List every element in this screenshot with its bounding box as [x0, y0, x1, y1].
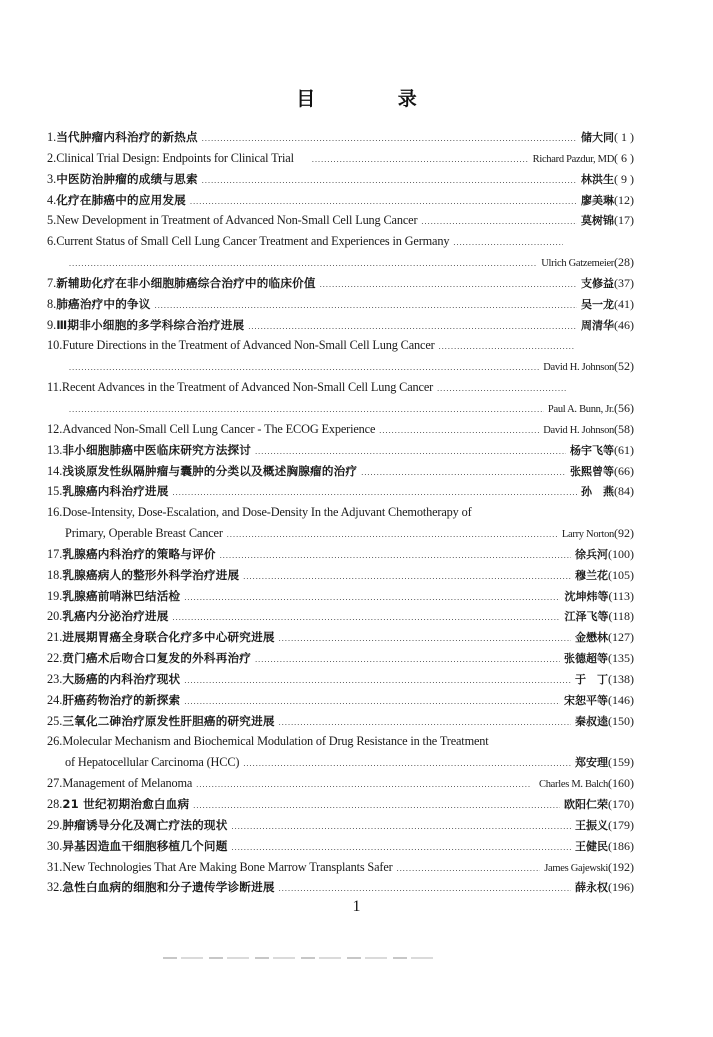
entry-title-continuation: Primary, Operable Breast Cancer	[65, 526, 223, 541]
entry-title: New Development in Treatment of Advanced Non-Small Cell Lung Cancer	[56, 213, 418, 228]
entry-author: 莫树锦	[581, 214, 614, 228]
entry-page: (17)	[614, 213, 634, 228]
entry-author: 王振义	[575, 818, 608, 832]
dot-leader	[248, 317, 577, 336]
entry-number: 18.	[47, 567, 63, 582]
entry-author: James Gajewski	[544, 862, 608, 874]
entry-page: (58)	[614, 421, 634, 436]
dot-leader	[190, 192, 577, 211]
entry-page: (52)	[614, 359, 634, 374]
toc-entry[interactable]	[47, 836, 634, 857]
entry-number: 21.	[47, 630, 63, 645]
toc-entry[interactable]	[47, 440, 634, 461]
entry-number: 13.	[47, 442, 63, 457]
toc-entry[interactable]	[47, 606, 634, 627]
entry-page: (56)	[614, 400, 634, 415]
entry-title: 肝癌药物治疗的新探索	[62, 692, 181, 707]
dot-leader	[397, 859, 541, 878]
toc-entry[interactable]	[47, 190, 634, 211]
entry-number: 27.	[47, 776, 63, 791]
toc-entry[interactable]	[47, 815, 634, 836]
toc-entry[interactable]	[47, 877, 634, 898]
dot-leader	[312, 150, 529, 169]
entry-author: 王健民	[575, 839, 608, 853]
entry-title: Dose-Intensity, Dose-Escalation, and Dose-Density In the Adjuvant Chemotherapy of	[62, 505, 472, 520]
entry-page: (135)	[608, 651, 634, 666]
entry-number: 17.	[47, 546, 63, 561]
entry-author: Ulrich Gatzemeier	[541, 258, 614, 270]
dot-leader	[453, 233, 563, 252]
entry-title: Management of Melanoma	[62, 776, 193, 791]
entry-page: (138)	[608, 671, 634, 686]
dot-leader	[173, 608, 561, 627]
dot-leader	[184, 588, 560, 607]
dot-leader	[232, 817, 572, 836]
dot-leader	[279, 629, 571, 648]
toc-entry[interactable]	[47, 731, 634, 752]
dot-leader	[184, 671, 571, 690]
entry-page: (37)	[614, 275, 634, 290]
entry-page: (186)	[608, 838, 634, 853]
entry-author: 支修益	[581, 276, 614, 290]
entry-title: 异基因造血干细胞移植几个问题	[62, 838, 228, 853]
dot-leader	[243, 754, 571, 773]
toc-entry[interactable]	[47, 127, 634, 148]
entry-title: 急性白血病的细胞和分子遗传学诊断进展	[62, 880, 275, 895]
entry-title: Future Directions in the Treatment of Advanced Non-Small Cell Lung Cancer	[62, 338, 435, 353]
entry-title: 化疗在肺癌中的应用发展	[56, 192, 186, 207]
entry-title: 浅谈原发性纵隔肿瘤与囊肿的分类以及概述胸腺瘤的治疗	[62, 463, 358, 478]
toc-entry[interactable]	[47, 711, 634, 732]
entry-number: 9.	[47, 317, 57, 332]
entry-author: 孙 燕	[581, 485, 614, 499]
entry-number: 30.	[47, 838, 63, 853]
table-of-contents	[47, 127, 634, 898]
entry-number: 16.	[47, 505, 63, 520]
dot-leader	[320, 275, 577, 294]
entry-title: 非小细胞肺癌中医临床研究方法探讨	[62, 442, 252, 457]
toc-entry[interactable]	[47, 419, 634, 440]
toc-entry-continuation[interactable]	[47, 523, 634, 544]
dot-leader	[69, 358, 539, 377]
entry-author: 金懋林	[575, 631, 608, 645]
dot-leader	[202, 171, 577, 190]
toc-entry[interactable]	[47, 481, 634, 502]
entry-author: Paul A. Bunn, Jr.	[547, 403, 614, 415]
entry-title: 乳癌内分泌治疗进展	[62, 609, 169, 624]
toc-entry[interactable]	[47, 273, 634, 294]
entry-number: 7.	[47, 275, 57, 290]
entry-author: 宋恕平等	[564, 693, 608, 707]
toc-entry[interactable]	[47, 586, 634, 607]
entry-title: Molecular Mechanism and Biochemical Modulation of Drug Resistance in the Treatment	[62, 734, 489, 749]
entry-author: 沈坤炜等	[564, 589, 609, 603]
entry-title: Clinical Trial Design: Endpoints for Clinical Trial	[56, 150, 294, 165]
dot-leader	[439, 337, 574, 356]
entry-page: (150)	[608, 713, 634, 728]
entry-author: David H. Johnson	[543, 424, 614, 436]
entry-author: Richard Pazdur, MD	[532, 153, 614, 165]
entry-author: 林洪生	[581, 172, 614, 186]
entry-author: 张德超等	[564, 652, 608, 666]
entry-page: (118)	[608, 609, 634, 624]
toc-entry-continuation[interactable]	[47, 252, 634, 273]
entry-page: (84)	[614, 484, 634, 499]
toc-entry[interactable]	[47, 794, 634, 815]
entry-number: 24.	[47, 692, 63, 707]
entry-author: 穆兰花	[575, 568, 608, 582]
entry-title: Advanced Non-Small Cell Lung Cancer - The ECOG Experience	[62, 421, 376, 436]
entry-title: 大肠癌的内科治疗现状	[62, 671, 181, 686]
entry-title: 乳腺癌病人的整形外科学治疗进展	[62, 567, 240, 582]
toc-entry[interactable]	[47, 148, 634, 169]
entry-page: (113)	[608, 588, 634, 603]
entry-title: 肺癌治疗中的争议	[56, 296, 151, 311]
entry-page: ( 9 )	[614, 171, 634, 186]
toc-entry[interactable]	[47, 210, 634, 231]
entry-page: (28)	[614, 255, 634, 270]
entry-page: ( 6 )	[614, 150, 634, 165]
toc-entry[interactable]	[47, 627, 634, 648]
entry-title: 三氧化二砷治疗原发性肝胆癌的研究进展	[62, 713, 275, 728]
toc-entry[interactable]	[47, 565, 634, 586]
toc-entry[interactable]	[47, 773, 634, 794]
toc-entry[interactable]	[47, 502, 634, 523]
dot-leader	[437, 379, 567, 398]
dot-leader	[155, 296, 577, 315]
entry-author: 江泽飞等	[564, 610, 609, 624]
scan-artifact-line	[163, 957, 433, 959]
entry-page: (170)	[608, 797, 634, 811]
entry-page: (192)	[608, 859, 634, 874]
entry-page: (196)	[608, 880, 634, 895]
entry-author: 吴一龙	[581, 297, 614, 311]
dot-leader	[379, 421, 539, 440]
entry-number: 29.	[47, 817, 63, 832]
dot-leader	[193, 796, 560, 815]
entry-author: 秦叔逵	[575, 714, 608, 728]
dot-leader	[421, 212, 577, 231]
entry-number: 31.	[47, 859, 63, 874]
dot-leader	[220, 546, 571, 565]
dot-leader	[196, 775, 531, 794]
entry-author: 张熙曾等	[570, 464, 614, 478]
entry-author: 欧阳仁荣	[564, 798, 608, 811]
entry-page: (61)	[614, 442, 634, 457]
entry-number: 4.	[47, 192, 57, 207]
entry-page: (66)	[614, 463, 634, 478]
entry-author: 薛永权	[575, 881, 608, 895]
entry-author: Charles M. Balch	[539, 779, 608, 791]
entry-number: 20.	[47, 609, 63, 624]
dot-leader	[255, 442, 566, 461]
entry-page: (92)	[614, 526, 634, 541]
entry-title: 进展期胃癌全身联合化疗多中心研究进展	[62, 630, 275, 645]
page-number: 1	[352, 898, 361, 915]
entry-title: 贲门癌术后吻合口复发的外科再治疗	[62, 651, 252, 666]
dot-leader	[243, 567, 571, 586]
dot-leader	[69, 254, 537, 273]
entry-number: 11.	[47, 380, 62, 395]
entry-title-continuation: of Hepatocellular Carcinoma (HCC)	[65, 755, 240, 770]
entry-number: 1.	[47, 130, 57, 144]
entry-title: 乳腺癌内科治疗的策略与评价	[62, 546, 216, 561]
entry-number: 32.	[47, 880, 63, 895]
entry-page: (159)	[608, 755, 634, 770]
dot-leader	[279, 713, 571, 732]
dot-leader	[173, 483, 577, 502]
entry-author: 储大同	[581, 131, 614, 144]
entry-title: 当代肿瘤内科治疗的新热点	[56, 130, 198, 144]
entry-number: 26.	[47, 734, 63, 749]
entry-title: 肿瘤诱导分化及凋亡疗法的现状	[62, 817, 228, 832]
entry-title: Recent Advances in the Treatment of Advanced Non-Small Cell Lung Cancer	[61, 380, 434, 395]
entry-author: 廖美琳	[581, 193, 614, 207]
toc-entry-continuation[interactable]	[47, 398, 634, 419]
toc-entry[interactable]	[47, 315, 634, 336]
toc-entry[interactable]	[47, 335, 634, 356]
entry-number: 8.	[47, 296, 57, 311]
entry-number: 19.	[47, 588, 63, 603]
dot-leader	[202, 129, 577, 148]
entry-author: 郑安理	[575, 756, 608, 770]
entry-number: 10.	[47, 338, 63, 353]
page-title: 目 录	[296, 88, 455, 110]
toc-entry[interactable]	[47, 294, 634, 315]
toc-entry[interactable]	[47, 461, 634, 482]
entry-page: (100)	[608, 546, 634, 561]
entry-author: 徐兵河	[575, 547, 608, 561]
entry-page: (41)	[614, 296, 634, 311]
entry-page: (12)	[614, 192, 634, 207]
dot-leader	[69, 400, 544, 419]
dot-leader	[279, 879, 571, 898]
entry-author: Larry Norton	[561, 529, 614, 541]
entry-title: 21 世纪初期治愈白血病	[62, 797, 190, 811]
toc-entry[interactable]	[47, 544, 634, 565]
entry-author: 周清华	[581, 318, 614, 332]
entry-number: 3.	[47, 171, 57, 186]
dot-leader	[232, 838, 572, 857]
entry-page: (46)	[614, 317, 634, 332]
toc-entry[interactable]	[47, 169, 634, 190]
dot-leader	[361, 463, 566, 482]
entry-number: 14.	[47, 463, 63, 478]
entry-author: David H. Johnson	[543, 362, 614, 374]
entry-page: (146)	[608, 692, 634, 707]
entry-number: 22.	[47, 651, 63, 666]
entry-number: 2.	[47, 150, 57, 165]
entry-author: 于 丁	[575, 672, 608, 686]
entry-title: Ⅲ期非小细胞的多学科综合治疗进展	[56, 317, 245, 332]
toc-entry[interactable]	[47, 377, 634, 398]
entry-number: 5.	[47, 213, 57, 228]
toc-entry[interactable]	[47, 648, 634, 669]
toc-entry-continuation[interactable]	[47, 752, 634, 773]
dot-leader	[255, 650, 560, 669]
entry-number: 6.	[47, 234, 57, 249]
entry-page: (105)	[608, 567, 634, 582]
entry-author: 杨宇飞等	[570, 443, 614, 457]
entry-page: (127)	[608, 630, 634, 645]
dot-leader	[184, 692, 560, 711]
entry-page: ( 1 )	[614, 130, 634, 144]
entry-title: 中医防治肿瘤的成绩与思索	[56, 171, 198, 186]
toc-entry[interactable]	[47, 231, 634, 252]
entry-title: New Technologies That Are Making Bone Marrow Transplants Safer	[62, 859, 393, 874]
entry-title: 乳腺癌内科治疗进展	[62, 484, 169, 499]
entry-title: 新辅助化疗在非小细胞肺癌综合治疗中的临床价值	[56, 275, 316, 290]
entry-title: Current Status of Small Cell Lung Cancer Treatment and Experiences in Germany	[56, 234, 450, 249]
entry-title: 乳腺癌前哨淋巴结活检	[62, 588, 181, 603]
entry-number: 23.	[47, 671, 63, 686]
entry-number: 12.	[47, 421, 63, 436]
toc-entry[interactable]	[47, 669, 634, 690]
toc-entry[interactable]	[47, 690, 634, 711]
dot-leader	[227, 525, 558, 544]
entry-page: (179)	[608, 817, 634, 832]
toc-entry-continuation[interactable]	[47, 356, 634, 377]
entry-number: 15.	[47, 484, 63, 499]
entry-page: (160)	[608, 776, 634, 791]
entry-number: 28.	[47, 797, 63, 811]
toc-entry[interactable]	[47, 857, 634, 878]
entry-number: 25.	[47, 713, 63, 728]
